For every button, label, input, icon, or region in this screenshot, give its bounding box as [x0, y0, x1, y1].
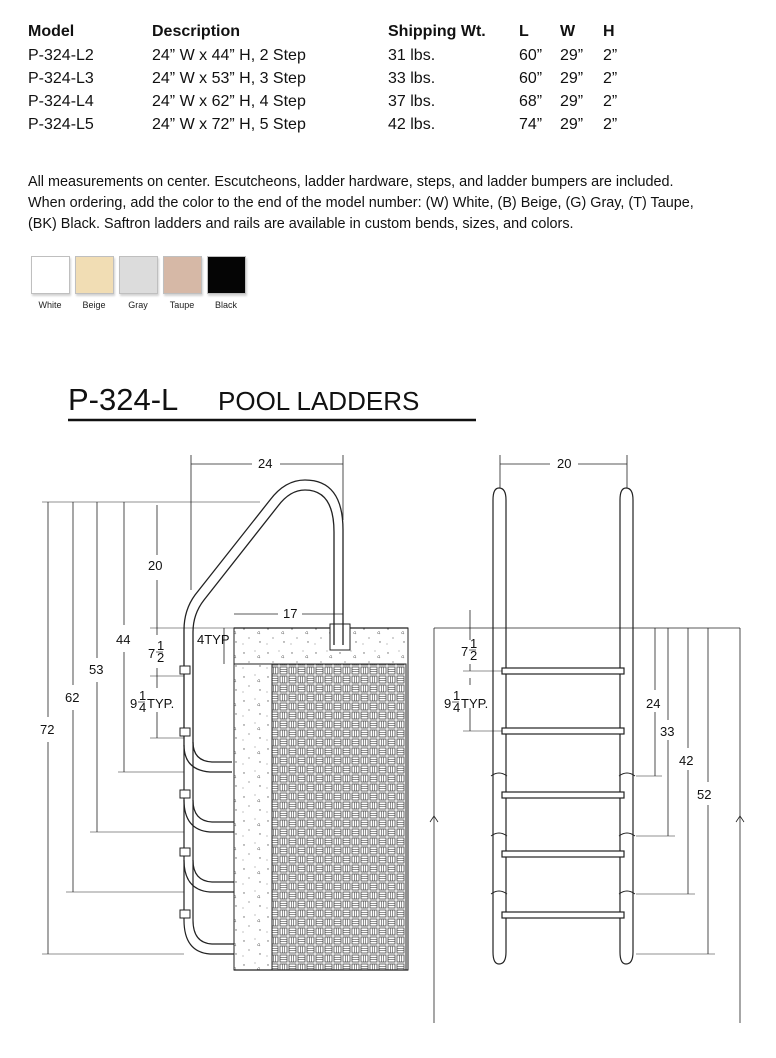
- ladder-step: [502, 728, 624, 734]
- cell-shipping: 33 lbs.: [388, 69, 436, 87]
- color-swatches: [28, 256, 248, 310]
- dim-front-first-step-num: 1: [470, 636, 478, 651]
- ladder-step: [502, 668, 624, 674]
- color-chip: [119, 256, 158, 294]
- cell-height: 2”: [603, 69, 618, 87]
- cell-shipping: 37 lbs.: [388, 92, 436, 110]
- dim-depth-42: 42: [679, 753, 694, 768]
- swatch-label: Black: [214, 300, 237, 310]
- table-row: [28, 67, 748, 90]
- color-chip: [207, 256, 246, 294]
- ladder-bumper: [491, 773, 635, 776]
- header-shipping-weight: Shipping Wt.: [388, 23, 486, 40]
- dim-step-spacing-suffix: TYP.: [147, 696, 175, 711]
- dim-height-62: 62: [65, 690, 80, 705]
- dim-setback: 17: [283, 606, 298, 621]
- dim-depth-52: 52: [697, 787, 712, 802]
- ordering-notes: [28, 172, 758, 235]
- table-header-row: [28, 20, 748, 44]
- dim-front-spacing-suffix: TYP.: [461, 696, 489, 711]
- cell-height: 2”: [603, 115, 618, 133]
- header-height: H: [603, 23, 615, 40]
- cell-model: P-324-L5: [28, 115, 94, 133]
- dim-depth-24: 24: [646, 696, 661, 711]
- color-chip: [75, 256, 114, 294]
- notes-line: (BK) Black. Saftron ladders and rails are available in custom bends, sizes, and colors.: [28, 216, 574, 232]
- cell-length: 68”: [519, 92, 543, 110]
- dim-first-step-num: 1: [157, 638, 165, 653]
- step-bolt: [180, 666, 190, 674]
- step-bracket: [184, 860, 234, 892]
- dim-step-spacing-num: 1: [139, 688, 147, 703]
- ladder-step: [502, 912, 624, 918]
- cell-description: 24” W x 44” H, 2 Step: [152, 46, 306, 64]
- cell-description: 24” W x 53” H, 3 Step: [152, 69, 306, 87]
- notes-line: When ordering, add the color to the end of the model number: (W) White, (B) Beige, (G) Gray, (T) Taupe,: [28, 195, 694, 211]
- dim-width: 24: [258, 456, 273, 471]
- front-view: [430, 455, 744, 1023]
- dim-height-53: 53: [89, 662, 104, 677]
- dim-top-drop: 20: [148, 558, 163, 573]
- step-bracket: [184, 920, 234, 954]
- dim-front-width: 20: [557, 456, 572, 471]
- cell-width: 29”: [560, 46, 584, 64]
- swatch-label: Taupe: [169, 300, 195, 310]
- step-bracket: [184, 800, 234, 832]
- anchor-socket: [330, 624, 350, 650]
- dim-step-spacing-den: 4: [139, 700, 147, 715]
- cell-model: P-324-L2: [28, 46, 94, 64]
- swatch-label: Gray: [128, 300, 148, 310]
- ladder-bumper: [491, 833, 635, 836]
- cell-width: 29”: [560, 92, 584, 110]
- cell-height: 2”: [603, 46, 618, 64]
- title-model: P-324-L: [68, 382, 179, 417]
- swatch-gray: [116, 256, 160, 310]
- ladder-bumper: [491, 891, 635, 894]
- cell-description: 24” W x 62” H, 4 Step: [152, 92, 306, 110]
- cell-width: 29”: [560, 69, 584, 87]
- swatch-white: [28, 256, 72, 310]
- table-row: [28, 90, 748, 113]
- title-product: POOL LADDERS: [218, 386, 420, 416]
- header-width: W: [560, 23, 576, 40]
- table-row: [28, 44, 748, 67]
- cell-height: 2”: [603, 92, 618, 110]
- notes-line: All measurements on center. Escutcheons, ladder hardware, steps, and ladder bumpers are included.: [28, 174, 674, 190]
- tile-face: [272, 664, 406, 970]
- cell-length: 60”: [519, 69, 543, 87]
- step-bolt: [180, 910, 190, 918]
- dim-height-44: 44: [116, 632, 131, 647]
- dim-front-spacing-whole: 9: [444, 696, 452, 711]
- cell-shipping: 31 lbs.: [388, 46, 436, 64]
- color-chip: [31, 256, 70, 294]
- dim-depth-33: 33: [660, 724, 675, 739]
- cell-model: P-324-L4: [28, 92, 94, 110]
- dim-front-spacing-den: 4: [453, 700, 461, 715]
- header-description: Description: [152, 23, 241, 40]
- cell-shipping: 42 lbs.: [388, 115, 436, 133]
- swatch-label: Beige: [82, 300, 106, 310]
- dim-front-first-step-whole: 7: [461, 644, 469, 659]
- step-bolt: [180, 848, 190, 856]
- dim-front-spacing-num: 1: [453, 688, 461, 703]
- side-view: [40, 455, 408, 970]
- step-bolt: [180, 790, 190, 798]
- spec-table: [28, 20, 748, 136]
- header-model: Model: [28, 23, 75, 40]
- dim-front-first-step-den: 2: [470, 648, 478, 663]
- ladder-technical-drawing: [0, 360, 776, 1058]
- step-bolt: [180, 728, 190, 736]
- cell-length: 74”: [519, 115, 543, 133]
- swatch-label: White: [38, 300, 62, 310]
- ladder-step: [502, 792, 624, 798]
- swatch-taupe: [160, 256, 204, 310]
- cell-length: 60”: [519, 46, 543, 64]
- color-chip: [163, 256, 202, 294]
- dim-deck: 4TYP: [197, 632, 230, 647]
- drawing-title: [68, 382, 476, 420]
- swatch-beige: [72, 256, 116, 310]
- cell-width: 29”: [560, 115, 584, 133]
- swatch-black: [204, 256, 248, 310]
- header-length: L: [519, 23, 529, 40]
- dim-height-72: 72: [40, 722, 55, 737]
- dim-step-spacing-whole: 9: [130, 696, 138, 711]
- table-row: [28, 113, 748, 136]
- dim-first-step-whole: 7: [148, 646, 156, 661]
- dim-first-step-den: 2: [157, 650, 165, 665]
- cell-description: 24” W x 72” H, 5 Step: [152, 115, 306, 133]
- cell-model: P-324-L3: [28, 69, 94, 87]
- ladder-step: [502, 851, 624, 857]
